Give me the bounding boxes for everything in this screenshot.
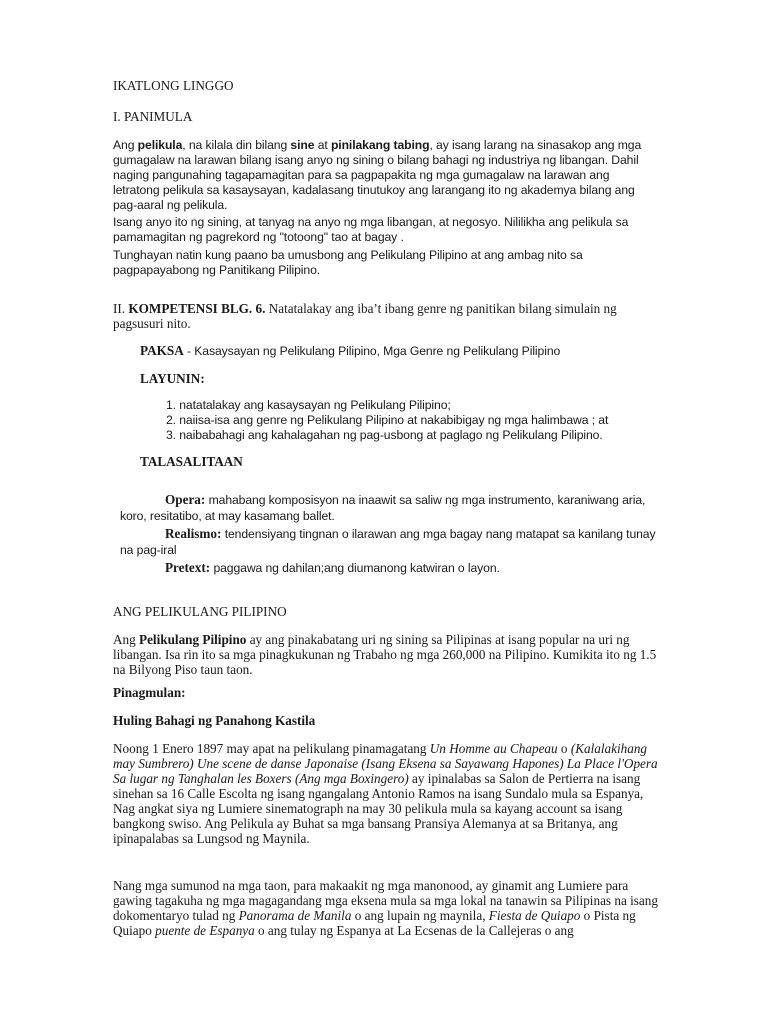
intro-text: , na kilala din bilang: [182, 138, 291, 152]
week-heading: IKATLONG LINGGO: [113, 78, 234, 93]
section-text: ay ang pinakabatang uri ng sining sa Pilipinas at isang popular na uri ng libangan. Isa rin ito sa mga pinagkukunan ng Trabaho ng mga 260,000 na Pilipino. Kumikita ito ng 1.5 na Bilyong Piso taun taon.: [113, 632, 657, 677]
term-sine: sine: [290, 138, 315, 152]
nang-paragraph: [113, 878, 658, 938]
term-pretext: Pretext:: [165, 560, 211, 575]
list-item: 3. naibabahagi ang kahalagahan ng pag-usbong at paglago ng Pelikulang Pilipino.: [166, 428, 603, 442]
layunin-label: LAYUNIN:: [140, 371, 205, 386]
list-item: 1. natatalakay ang kasaysayan ng Pelikulang Pilipino;: [166, 398, 451, 412]
section-text: o ang tulay ng Espanya at La Ecsenas de la Callejeras o ang: [254, 923, 574, 938]
noong-paragraph: [113, 741, 658, 846]
kompetensi-text: Natatalakay ang iba’t ibang genre ng panitikan bilang simulain ng pagsusuri nito.: [113, 301, 617, 331]
definition-realismo: [120, 526, 660, 558]
talasalitaan-heading: [140, 454, 660, 469]
intro-text: at: [314, 138, 331, 152]
section-text: Nang mga sumunod na mga taon, para makaakit ng mga manonood, ay ginamit ang Lumiere para gawing tagakuha ng mga magagandang mga eksena mula sa mga lokal na tanawin sa Pilipinas na isang dokomentaryo tulad ng: [113, 878, 658, 923]
kompetensi-label: KOMPETENSI BLG. 6.: [128, 301, 266, 316]
kompetensi-paragraph: [113, 301, 658, 331]
intro-text: , ay isang larang na sinasakop ang mga gumagalaw na larawan bilang isang anyo ng sining o bilang bahagi ng industriya ng libangan. Dahil naging pangunahing tagapamagitan para sa pagpapakita ng mga gumagalaw na larawan ang letratong pelikula sa kasaysayan, kadalasang tinutukoy ang larangang ito ng akademya bilang ang pag-aaral ng pelikula.: [113, 138, 642, 212]
film-title: Fiesta de Quiapo: [488, 908, 581, 923]
intro-text: Ang: [113, 138, 138, 152]
section-text: Noong 1 Enero 1897 may apat na pelikulang pinamagatang: [113, 741, 430, 756]
film-title: Un Homme au Chapeau: [429, 741, 558, 756]
layunin-list: [166, 398, 666, 443]
paksa-text: - Kasaysayan ng Pelikulang Pilipino, Mga Genre ng Pelikulang Pilipino: [183, 344, 561, 358]
section-text: o: [557, 741, 571, 756]
term-realismo: Realismo:: [165, 526, 222, 541]
kompetensi-prefix: II.: [113, 301, 129, 316]
term-opera: Opera:: [165, 492, 206, 507]
section-text: ay ipinalabas sa Salon de Pertierra na isang sinehan sa 16 Calle Escolta ng isang ngangalang Antonio Ramos na isang Sundalo mula sa Espanya, Nag angkat siya ng Lumiere sinematograph na may 30 pelikula mula sa kayang account sa isang bangkong swiso. Ang Pelikula ay Buhat sa mga bansang Pransiya Alemanya at sa Britanya, ang ipinapalabas sa Lungsod ng Maynila.: [113, 771, 644, 846]
section-title: ANG PELIKULANG PILIPINO: [113, 604, 287, 619]
paksa-label: PAKSA: [140, 343, 184, 358]
intro-paragraph-3: Tunghayan natin kung paano ba umusbong ang Pelikulang Pilipino at ang ambag nito sa pagpapayabong ng Panitikang Pilipino.: [113, 248, 583, 277]
talasalitaan-label: TALASALITAAN: [140, 454, 243, 469]
term-pelikulang-pilipino: Pelikulang Pilipino: [139, 632, 247, 647]
section-text: o Pista ng Quiapo: [113, 908, 636, 938]
definition-opera: [120, 492, 660, 524]
intro-paragraph-2: Isang anyo ito ng sining, at tanyag na anyo ng mga libangan, at negosyo. Nililikha ang pelikula sa pamamagitan ng pagrekord ng "totoong" tao at bagay .: [113, 215, 629, 244]
list-item: 2. naiisa-isa ang genre ng Pelikulang Pilipino at nakabibigay ng mga halimbawa ; at: [166, 413, 609, 427]
pelikulang-pilipino-paragraph: [113, 632, 658, 677]
definition-text: paggawa ng dahilan;ang diumanong katwiran o layon.: [210, 561, 500, 575]
term-pelikula: pelikula: [137, 138, 183, 152]
definition-text: mahabang komposisyon na inaawit sa saliw ng mga instrumento, karaniwang aria, koro, resitatibo, at may kasamang ballet.: [120, 493, 646, 523]
intro-paragraph-1: [113, 138, 658, 213]
kastila-label: Huling Bahagi ng Panahong Kastila: [113, 713, 316, 728]
film-titles: (Kalalakihang may Sumbrero) Une scene de danse Japonaise (Isang Eksena sa Sayawang Hapones) La Place l'Opera Sa lugar ng Tanghalan les Boxers (Ang mga Boxingero): [113, 741, 658, 786]
kastila-heading: [113, 713, 658, 728]
term-pinilakang-tabing: pinilakang tabing: [330, 138, 430, 152]
section-text: o ang lupain ng maynila,: [351, 908, 489, 923]
definition-pretext: [165, 560, 665, 576]
definition-text: tendensiyang tingnan o ilarawan ang mga bagay nang matapat sa kanilang tunay na pag-iral: [120, 527, 656, 557]
section-text: Ang: [113, 632, 140, 647]
film-title: puente de Espanya: [155, 923, 255, 938]
paksa-line: [140, 343, 660, 359]
panimula-heading: I. PANIMULA: [113, 109, 193, 124]
pinagmulan-heading: [113, 685, 658, 700]
layunin-heading: [140, 371, 660, 386]
film-title: Panorama de Manila: [238, 908, 352, 923]
pinagmulan-label: Pinagmulan:: [113, 685, 186, 700]
